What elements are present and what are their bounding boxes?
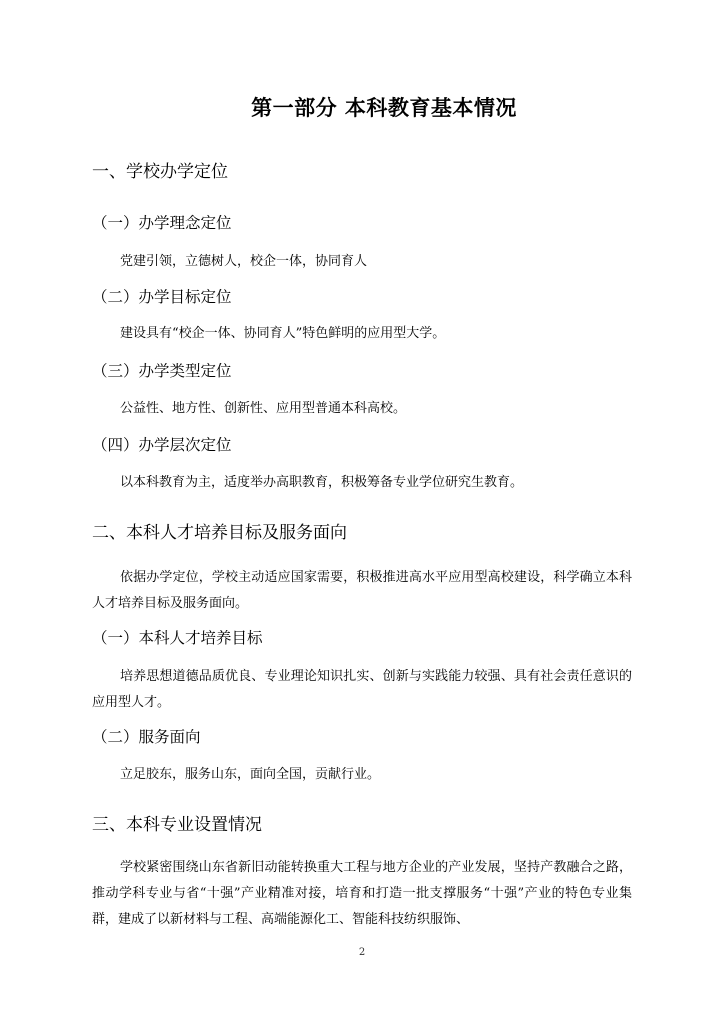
page-number: 2 [358, 947, 366, 958]
subsection-heading-goal: （二）办学目标定位 [92, 288, 232, 306]
paragraph-s2-intro: 依据办学定位，学校主动适应国家需要，积极推进高水平应用型高校建设，科学确立本科人才培养目标及服务面向。 [92, 570, 632, 611]
section-heading-2: 二、本科人才培养目标及服务面向 [92, 523, 347, 543]
paragraph-talent: 培养思想道德品质优良、专业理论知识扎实、创新与实践能力较强、具有社会责任意识的应用型人才。 [92, 669, 632, 710]
part-title: 第一部分 本科教育基本情况 [251, 96, 517, 120]
paragraph-level: 以本科教育为主，适度举办高职教育，积极筹备专业学位研究生教育。 [120, 475, 524, 490]
paragraph-type: 公益性、地方性、创新性、应用型普通本科高校。 [120, 401, 407, 416]
paragraph-service: 立足胶东，服务山东，面向全国，贡献行业。 [120, 767, 381, 782]
subsection-heading-service: （二）服务面向 [92, 728, 201, 746]
paragraph-s3: 学校紧密围绕山东省新旧动能转换重大工程与地方企业的产业发展，坚持产教融合之路，推动学科专业与省“十强”产业精准对接，培育和打造一批支撑服务“十强”产业的特色专业集群，建成了以新材料与工程、高端能源化工、智能科技纺织服饰、 [92, 860, 632, 927]
subsection-heading-type: （三）办学类型定位 [92, 362, 232, 380]
paragraph-goal: 建设具有“校企一体、协同育人”特色鲜明的应用型大学。 [120, 326, 446, 341]
subsection-heading-level: （四）办学层次定位 [92, 436, 232, 454]
subsection-heading-philosophy: （一）办学理念定位 [92, 214, 232, 232]
paragraph-philosophy: 党建引领，立德树人，校企一体，协同育人 [120, 254, 368, 269]
section-heading-3: 三、本科专业设置情况 [92, 815, 262, 835]
subsection-heading-talent: （一）本科人才培养目标 [92, 629, 263, 647]
section-heading-1: 一、学校办学定位 [92, 162, 228, 182]
